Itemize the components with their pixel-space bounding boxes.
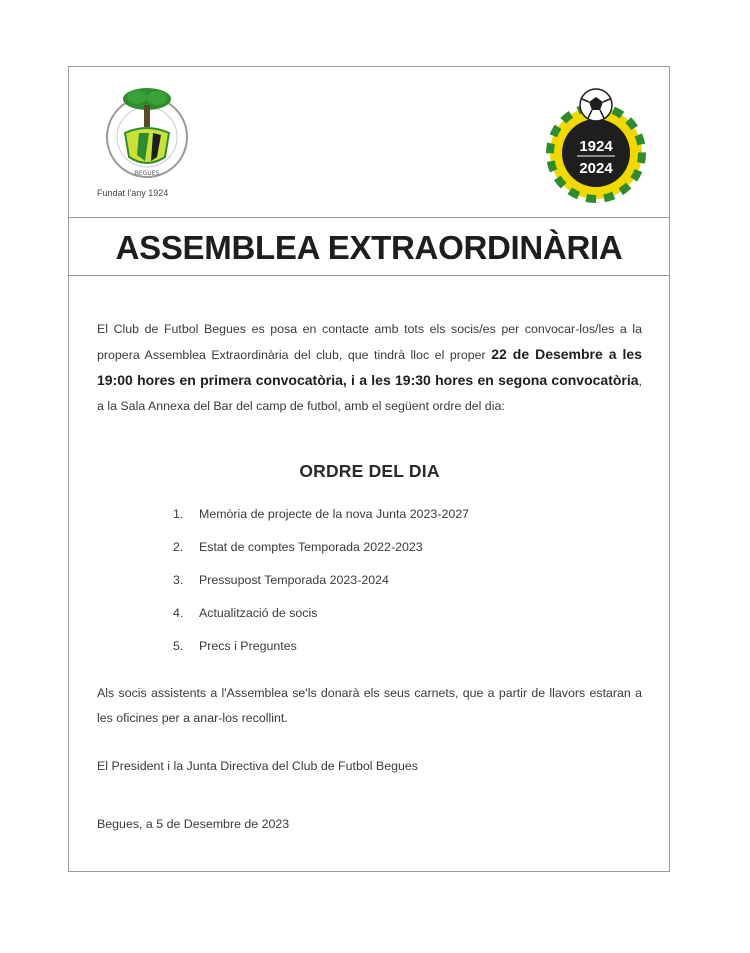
agenda-item [173,630,642,663]
agenda-item-number: 4. [173,606,184,620]
agenda-item-text: Estat de comptes Temporada 2022-2023 [199,540,423,554]
agenda-item-number: 1. [173,507,184,521]
agenda-title: ORDRE DEL DIA [299,461,440,481]
title-bar [69,217,669,276]
agenda-item-number: 3. [173,573,184,587]
agenda-item [173,531,642,564]
agenda-item [173,498,642,531]
membership-card-note: Als socis assistents a l'Assemblea se'ls donarà els seus carnets, que a partir de llavors estaran a les oficines per a anar-los recollint. [97,686,642,725]
agenda-item-text: Precs i Preguntes [199,639,297,653]
football-icon [580,89,612,121]
badge-year-top: 1924 [579,138,613,155]
agenda-item-text: Pressupost Temporada 2023-2024 [199,573,389,587]
agenda-item-text: Actualització de socis [199,606,318,620]
agenda-item [173,597,642,630]
intro-text-end: , a la Sala Annexa del Bar del camp de futbol, amb el següent ordre del dia: [97,374,642,413]
agenda-list [173,498,642,663]
intro-text-start: El Club de Futbol Begues es posa en contacte amb tots els socis/es per convocar-los/les a la propera Assemblea Extraordinària del club, que tindrà lloc el proper [97,322,642,362]
meeting-datetime: 22 de Desembre a les 19:00 hores en primera convocatòria, i a les 19:30 hores en segona convocatòria [97,346,642,388]
document-title: ASSEMBLEA EXTRAORDINÀRIA [115,229,623,266]
signature-line: El President i la Junta Directiva del Club de Futbol Begues [97,759,418,773]
agenda-item-number: 2. [173,540,184,554]
agenda-item-text: Memòria de projecte de la nova Junta 2023-2027 [199,507,470,521]
document-body [97,317,642,837]
agenda-item-number: 5. [173,639,184,653]
founded-caption: Fundat l'any 1924 [97,188,169,198]
document-header [69,67,669,218]
announcement-document [68,66,670,872]
intro-paragraph [97,317,642,419]
svg-text:BEGUES: BEGUES [134,170,160,177]
agenda-item [173,564,642,597]
place-and-date: Begues, a 5 de Desembre de 2023 [97,817,290,831]
badge-year-bottom: 2024 [579,160,613,177]
club-crest-logo [99,83,195,183]
centenary-badge-logo [541,85,651,205]
